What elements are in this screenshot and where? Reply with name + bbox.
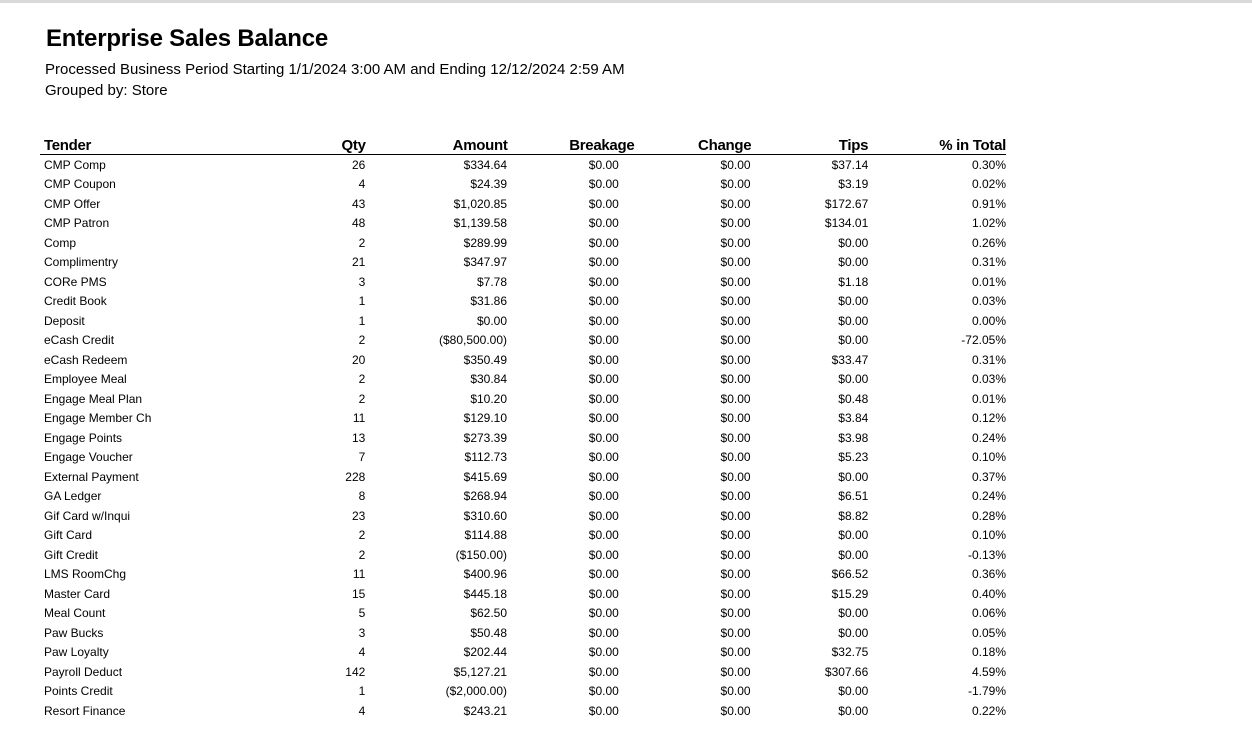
cell-amount: $31.86 bbox=[470, 294, 508, 309]
cell-tender: eCash Redeem bbox=[44, 352, 128, 367]
cell-change: $0.00 bbox=[720, 586, 751, 601]
cell-tender: Comp bbox=[44, 235, 77, 250]
cell-qty: 2 bbox=[358, 372, 366, 387]
cell-pct-total: -72.05% bbox=[961, 333, 1006, 348]
cell-pct-total: 0.26% bbox=[971, 235, 1006, 250]
cell-pct-total: 0.37% bbox=[971, 469, 1006, 484]
cell-breakage: $0.00 bbox=[588, 216, 619, 231]
cell-tender: Gif Card w/Inqui bbox=[44, 508, 131, 523]
cell-tips: $8.82 bbox=[838, 508, 869, 523]
cell-change: $0.00 bbox=[720, 469, 751, 484]
cell-breakage: $0.00 bbox=[588, 489, 619, 504]
cell-pct-total: 0.24% bbox=[971, 430, 1006, 445]
cell-change: $0.00 bbox=[720, 313, 751, 328]
cell-tips: $0.00 bbox=[838, 703, 869, 718]
cell-tender: CMP Comp bbox=[44, 157, 106, 172]
cell-breakage: $0.00 bbox=[588, 430, 619, 445]
cell-amount: ($150.00) bbox=[455, 547, 508, 562]
cell-amount: $114.88 bbox=[464, 528, 508, 543]
cell-change: $0.00 bbox=[720, 528, 751, 543]
cell-qty: 8 bbox=[358, 489, 366, 504]
cell-change: $0.00 bbox=[720, 255, 751, 270]
cell-tender: CORe PMS bbox=[44, 274, 107, 289]
table-row bbox=[40, 155, 1006, 175]
cell-amount: $1,139.58 bbox=[453, 216, 508, 231]
cell-breakage: $0.00 bbox=[588, 645, 619, 660]
cell-tips: $0.00 bbox=[838, 235, 869, 250]
cell-tips: $1.18 bbox=[838, 274, 869, 289]
cell-qty: 3 bbox=[358, 625, 366, 640]
cell-pct-total: 0.00% bbox=[971, 313, 1006, 328]
table-row bbox=[40, 272, 1006, 292]
cell-breakage: $0.00 bbox=[588, 528, 619, 543]
cell-tender: eCash Credit bbox=[44, 333, 115, 348]
cell-tips: $6.51 bbox=[838, 489, 869, 504]
col-header-change: Change bbox=[698, 137, 752, 154]
cell-pct-total: 0.36% bbox=[971, 567, 1006, 582]
cell-tips: $0.00 bbox=[838, 606, 869, 621]
cell-qty: 7 bbox=[358, 450, 366, 465]
cell-tender: CMP Patron bbox=[44, 216, 110, 231]
cell-amount: $129.10 bbox=[463, 411, 508, 426]
cell-qty: 43 bbox=[351, 196, 366, 211]
cell-qty: 4 bbox=[358, 177, 366, 192]
cell-pct-total: 0.30% bbox=[971, 157, 1006, 172]
cell-change: $0.00 bbox=[720, 157, 751, 172]
cell-pct-total: 0.22% bbox=[971, 703, 1006, 718]
cell-change: $0.00 bbox=[720, 294, 751, 309]
cell-change: $0.00 bbox=[720, 430, 751, 445]
cell-tips: $0.00 bbox=[838, 313, 869, 328]
cell-change: $0.00 bbox=[720, 372, 751, 387]
cell-tender: Credit Book bbox=[44, 294, 107, 309]
cell-pct-total: 0.06% bbox=[971, 606, 1006, 621]
cell-breakage: $0.00 bbox=[588, 255, 619, 270]
table-row bbox=[40, 701, 1006, 721]
cell-tips: $3.84 bbox=[838, 411, 869, 426]
report-grouping: Grouped by: Store bbox=[45, 82, 168, 99]
cell-tips: $307.66 bbox=[824, 664, 869, 679]
cell-change: $0.00 bbox=[720, 684, 751, 699]
table-row bbox=[40, 350, 1006, 370]
cell-tips: $3.98 bbox=[838, 430, 869, 445]
cell-change: $0.00 bbox=[720, 196, 751, 211]
cell-tender: Master Card bbox=[44, 586, 111, 601]
cell-change: $0.00 bbox=[720, 177, 751, 192]
cell-pct-total: 0.12% bbox=[971, 411, 1006, 426]
cell-amount: $24.39 bbox=[470, 177, 508, 192]
cell-tips: $15.29 bbox=[831, 586, 869, 601]
cell-amount: ($2,000.00) bbox=[445, 684, 508, 699]
cell-change: $0.00 bbox=[720, 216, 751, 231]
table-row bbox=[40, 428, 1006, 448]
cell-tips: $3.19 bbox=[838, 177, 869, 192]
cell-amount: $334.64 bbox=[463, 157, 508, 172]
cell-tender: Employee Meal bbox=[44, 372, 127, 387]
cell-tips: $0.00 bbox=[838, 625, 869, 640]
table-header bbox=[40, 133, 1006, 155]
cell-tips: $0.00 bbox=[838, 528, 869, 543]
col-header-amount: Amount bbox=[452, 137, 508, 154]
table-row bbox=[40, 409, 1006, 429]
cell-qty: 2 bbox=[358, 235, 366, 250]
cell-tender: External Payment bbox=[44, 469, 139, 484]
cell-amount: $400.96 bbox=[463, 567, 508, 582]
cell-qty: 2 bbox=[358, 547, 366, 562]
cell-qty: 2 bbox=[358, 391, 366, 406]
table-row bbox=[40, 194, 1006, 214]
cell-change: $0.00 bbox=[720, 333, 751, 348]
cell-amount: $289.99 bbox=[463, 235, 508, 250]
cell-change: $0.00 bbox=[720, 450, 751, 465]
cell-breakage: $0.00 bbox=[588, 313, 619, 328]
cell-amount: $268.94 bbox=[463, 489, 508, 504]
cell-breakage: $0.00 bbox=[588, 586, 619, 601]
cell-change: $0.00 bbox=[720, 411, 751, 426]
cell-change: $0.00 bbox=[720, 567, 751, 582]
cell-tips: $0.00 bbox=[838, 333, 869, 348]
cell-qty: 2 bbox=[358, 528, 366, 543]
cell-breakage: $0.00 bbox=[588, 508, 619, 523]
cell-change: $0.00 bbox=[720, 645, 751, 660]
cell-change: $0.00 bbox=[720, 625, 751, 640]
cell-breakage: $0.00 bbox=[588, 664, 619, 679]
cell-pct-total: 0.18% bbox=[971, 645, 1006, 660]
cell-amount: $30.84 bbox=[470, 372, 508, 387]
report-period: Processed Business Period Starting 1/1/2024 3:00 AM and Ending 12/12/2024 2:59 AM bbox=[45, 61, 625, 78]
cell-amount: $1,020.85 bbox=[453, 196, 508, 211]
cell-breakage: $0.00 bbox=[588, 274, 619, 289]
cell-amount: $112.73 bbox=[464, 450, 508, 465]
cell-tender: Gift Credit bbox=[44, 547, 99, 562]
cell-pct-total: 0.91% bbox=[971, 196, 1006, 211]
cell-tender: Engage Voucher bbox=[44, 450, 133, 465]
cell-tips: $0.00 bbox=[838, 372, 869, 387]
cell-breakage: $0.00 bbox=[588, 157, 619, 172]
cell-change: $0.00 bbox=[720, 235, 751, 250]
cell-change: $0.00 bbox=[720, 274, 751, 289]
cell-amount: $310.60 bbox=[463, 508, 508, 523]
cell-qty: 142 bbox=[345, 664, 366, 679]
cell-breakage: $0.00 bbox=[588, 703, 619, 718]
cell-tips: $0.00 bbox=[838, 294, 869, 309]
cell-pct-total: 0.31% bbox=[971, 255, 1006, 270]
cell-breakage: $0.00 bbox=[588, 196, 619, 211]
table-row bbox=[40, 448, 1006, 468]
table-row bbox=[40, 623, 1006, 643]
cell-tender: CMP Coupon bbox=[44, 177, 116, 192]
cell-change: $0.00 bbox=[720, 664, 751, 679]
col-header-tender: Tender bbox=[44, 137, 92, 154]
table-body bbox=[40, 155, 1006, 721]
cell-amount: $62.50 bbox=[470, 606, 508, 621]
cell-pct-total: 0.10% bbox=[971, 528, 1006, 543]
tender-table bbox=[40, 133, 1006, 721]
cell-tender: Resort Finance bbox=[44, 703, 126, 718]
cell-pct-total: 0.01% bbox=[971, 391, 1006, 406]
table-row bbox=[40, 526, 1006, 546]
cell-tips: $33.47 bbox=[831, 352, 869, 367]
table-row bbox=[40, 331, 1006, 351]
cell-tips: $66.52 bbox=[831, 567, 869, 582]
cell-tips: $0.00 bbox=[838, 469, 869, 484]
table-row bbox=[40, 292, 1006, 312]
cell-qty: 11 bbox=[352, 567, 366, 582]
cell-tips: $172.67 bbox=[824, 196, 869, 211]
table-row bbox=[40, 682, 1006, 702]
table-row bbox=[40, 604, 1006, 624]
table-row bbox=[40, 175, 1006, 195]
cell-pct-total: 0.31% bbox=[971, 352, 1006, 367]
cell-pct-total: 1.02% bbox=[971, 216, 1006, 231]
cell-qty: 13 bbox=[351, 430, 366, 445]
cell-amount: $50.48 bbox=[470, 625, 508, 640]
cell-qty: 4 bbox=[358, 645, 366, 660]
cell-change: $0.00 bbox=[720, 703, 751, 718]
cell-breakage: $0.00 bbox=[588, 235, 619, 250]
cell-amount: $243.21 bbox=[463, 703, 508, 718]
cell-change: $0.00 bbox=[720, 489, 751, 504]
cell-tips: $0.00 bbox=[838, 255, 869, 270]
cell-amount: ($80,500.00) bbox=[438, 333, 508, 348]
cell-breakage: $0.00 bbox=[588, 411, 619, 426]
cell-breakage: $0.00 bbox=[588, 625, 619, 640]
table-row bbox=[40, 506, 1006, 526]
cell-tender: Deposit bbox=[44, 313, 85, 328]
cell-tips: $32.75 bbox=[831, 645, 869, 660]
cell-tender: Paw Loyalty bbox=[44, 645, 109, 660]
cell-breakage: $0.00 bbox=[588, 294, 619, 309]
cell-qty: 15 bbox=[351, 586, 366, 601]
cell-change: $0.00 bbox=[720, 391, 751, 406]
cell-qty: 20 bbox=[351, 352, 366, 367]
cell-breakage: $0.00 bbox=[588, 469, 619, 484]
table-row bbox=[40, 311, 1006, 331]
cell-amount: $347.97 bbox=[463, 255, 508, 270]
cell-tender: Paw Bucks bbox=[44, 625, 104, 640]
cell-amount: $7.78 bbox=[477, 274, 508, 289]
cell-breakage: $0.00 bbox=[588, 177, 619, 192]
col-header-pct-total: % in Total bbox=[939, 137, 1006, 154]
cell-breakage: $0.00 bbox=[588, 547, 619, 562]
cell-qty: 21 bbox=[351, 255, 366, 270]
cell-qty: 11 bbox=[352, 411, 366, 426]
cell-qty: 26 bbox=[351, 157, 366, 172]
table-row bbox=[40, 467, 1006, 487]
page-top-border bbox=[0, 0, 1252, 3]
table-row bbox=[40, 370, 1006, 390]
cell-pct-total: 0.03% bbox=[971, 294, 1006, 309]
cell-qty: 1 bbox=[358, 684, 366, 699]
cell-pct-total: 4.59% bbox=[971, 664, 1006, 679]
cell-breakage: $0.00 bbox=[588, 372, 619, 387]
cell-tender: Engage Meal Plan bbox=[44, 391, 143, 406]
col-header-tips: Tips bbox=[838, 137, 869, 154]
cell-breakage: $0.00 bbox=[588, 352, 619, 367]
cell-change: $0.00 bbox=[720, 606, 751, 621]
cell-breakage: $0.00 bbox=[588, 567, 619, 582]
table-row bbox=[40, 253, 1006, 273]
cell-tips: $5.23 bbox=[838, 450, 869, 465]
cell-qty: 23 bbox=[351, 508, 366, 523]
cell-tender: Complimentry bbox=[44, 255, 119, 270]
cell-qty: 4 bbox=[358, 703, 366, 718]
table-row bbox=[40, 389, 1006, 409]
cell-qty: 1 bbox=[358, 313, 366, 328]
cell-pct-total: 0.03% bbox=[971, 372, 1006, 387]
cell-change: $0.00 bbox=[720, 547, 751, 562]
cell-breakage: $0.00 bbox=[588, 333, 619, 348]
cell-tender: Engage Member Ch bbox=[44, 411, 152, 426]
cell-amount: $5,127.21 bbox=[453, 664, 508, 679]
table-row bbox=[40, 545, 1006, 565]
cell-tender: Engage Points bbox=[44, 430, 123, 445]
report-title: Enterprise Sales Balance bbox=[46, 25, 329, 52]
col-header-breakage: Breakage bbox=[569, 137, 635, 154]
cell-tips: $134.01 bbox=[824, 216, 869, 231]
cell-breakage: $0.00 bbox=[588, 450, 619, 465]
cell-tips: $37.14 bbox=[831, 157, 869, 172]
cell-amount: $415.69 bbox=[463, 469, 508, 484]
cell-tips: $0.48 bbox=[838, 391, 869, 406]
cell-tips: $0.00 bbox=[838, 684, 869, 699]
cell-tender: LMS RoomChg bbox=[44, 567, 127, 582]
cell-breakage: $0.00 bbox=[588, 684, 619, 699]
cell-qty: 2 bbox=[358, 333, 366, 348]
cell-qty: 5 bbox=[358, 606, 366, 621]
cell-pct-total: 0.40% bbox=[971, 586, 1006, 601]
cell-qty: 48 bbox=[351, 216, 366, 231]
cell-change: $0.00 bbox=[720, 508, 751, 523]
col-header-qty: Qty bbox=[341, 137, 366, 154]
cell-qty: 1 bbox=[358, 294, 366, 309]
table-row bbox=[40, 233, 1006, 253]
cell-tender: Payroll Deduct bbox=[44, 664, 123, 679]
table-row bbox=[40, 662, 1006, 682]
cell-pct-total: 0.28% bbox=[971, 508, 1006, 523]
table-row bbox=[40, 487, 1006, 507]
cell-amount: $350.49 bbox=[463, 352, 508, 367]
cell-tender: Meal Count bbox=[44, 606, 106, 621]
cell-pct-total: 0.10% bbox=[971, 450, 1006, 465]
cell-change: $0.00 bbox=[720, 352, 751, 367]
cell-tender: CMP Offer bbox=[44, 196, 101, 211]
table-row bbox=[40, 584, 1006, 604]
cell-tender: Points Credit bbox=[44, 684, 113, 699]
cell-amount: $445.18 bbox=[463, 586, 508, 601]
cell-qty: 3 bbox=[358, 274, 366, 289]
cell-amount: $10.20 bbox=[470, 391, 508, 406]
table-row bbox=[40, 214, 1006, 234]
cell-breakage: $0.00 bbox=[588, 391, 619, 406]
cell-amount: $202.44 bbox=[463, 645, 508, 660]
cell-pct-total: 0.24% bbox=[971, 489, 1006, 504]
cell-breakage: $0.00 bbox=[588, 606, 619, 621]
table-row bbox=[40, 643, 1006, 663]
cell-tender: Gift Card bbox=[44, 528, 93, 543]
cell-pct-total: 0.01% bbox=[971, 274, 1006, 289]
cell-pct-total: 0.05% bbox=[971, 625, 1006, 640]
cell-qty: 228 bbox=[345, 469, 366, 484]
table-row bbox=[40, 565, 1006, 585]
cell-amount: $0.00 bbox=[477, 313, 508, 328]
cell-tips: $0.00 bbox=[838, 547, 869, 562]
cell-pct-total: -1.79% bbox=[967, 684, 1006, 699]
cell-amount: $273.39 bbox=[463, 430, 508, 445]
cell-tender: GA Ledger bbox=[44, 489, 102, 504]
cell-pct-total: -0.13% bbox=[967, 547, 1006, 562]
cell-pct-total: 0.02% bbox=[971, 177, 1006, 192]
